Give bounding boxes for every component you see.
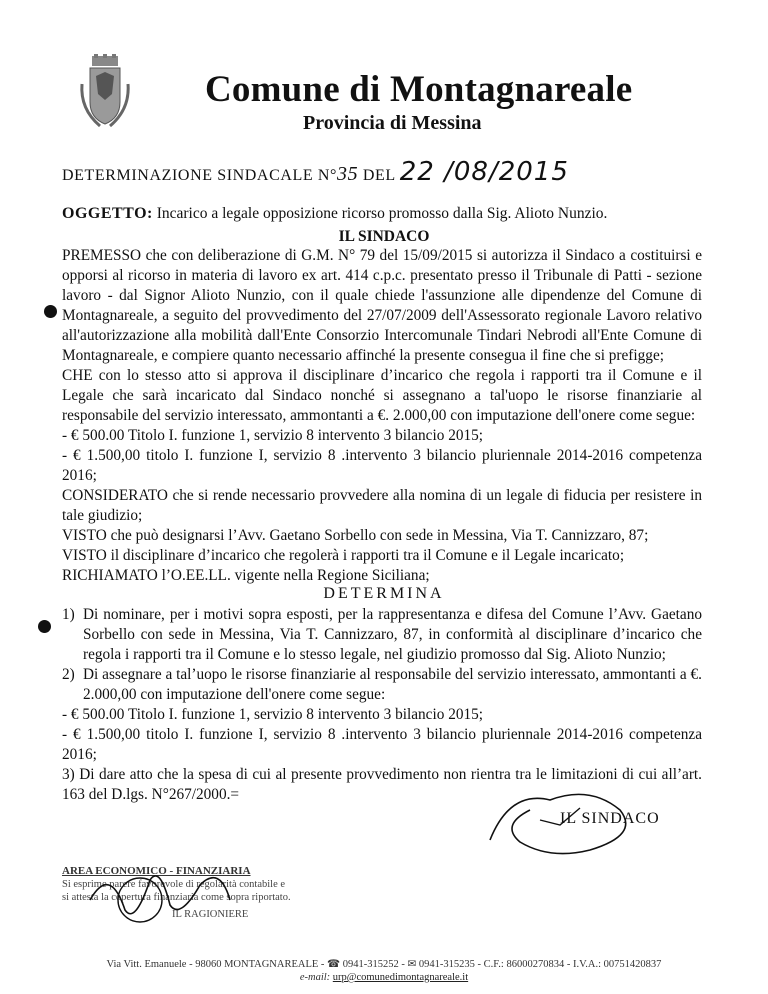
footer-address: Via Vitt. Emanuele - 98060 MONTAGNAREALE - ☎ 0941-315252 - ✉ 0941-315235 - C.F.: 86000270834 - I.V.A.: 00751420837 xyxy=(106,959,662,970)
page-subtitle: Provincia di Messina xyxy=(303,112,482,134)
premise-paragraph: CONSIDERATO che si rende necessario provvedere alla nomina di un legale di fiducia per resistere in tale giudizio; xyxy=(62,487,702,524)
premise-paragraph: RICHIAMATO l’O.EE.LL. vigente nella Regione Siciliana; xyxy=(62,567,430,584)
ragioniere-signature-icon xyxy=(80,860,250,930)
page-title: Comune di Montagnareale xyxy=(205,69,633,110)
decision-text: 3) Di dare atto che la spesa di cui al presente provvedimento non rientra tra le limitazioni di cui all’art. 163 del D.lgs. N°267/2000.= xyxy=(62,766,702,803)
decision-text: Di assegnare a tal’uopo le risorse finanziarie al responsabile del servizio interessato, ammontanti a €. 2.000,00 con imputazione dell'onere come segue: xyxy=(83,666,702,703)
sindaco-signature-label: IL SINDACO xyxy=(560,810,660,827)
punch-hole-icon xyxy=(44,305,57,318)
subject-label: OGGETTO: xyxy=(62,205,153,222)
determination-line xyxy=(62,157,569,187)
decisions-list xyxy=(62,605,702,805)
determination-del: DEL xyxy=(362,167,396,184)
footer-email-link[interactable]: urp@comunedimontagnareale.it xyxy=(332,972,469,983)
subject-text: Incarico a legale opposizione ricorso promosso dalla Sig. Alioto Nunzio. xyxy=(156,205,608,222)
determination-number: 35 xyxy=(337,163,359,185)
premise-paragraph: - € 1.500,00 titolo I. funzione I, servizio 8 .intervento 3 bilancio pluriennale 2014-2016 competenza 2016; xyxy=(62,447,702,484)
punch-hole-icon xyxy=(38,620,51,633)
footer-email-line xyxy=(0,972,768,983)
sindaco-signature-icon xyxy=(470,780,650,870)
decision-line: - € 1.500,00 titolo I. funzione I, servizio 8 .intervento 3 bilancio pluriennale 2014-2016 competenza 2016; xyxy=(62,726,702,763)
list-item xyxy=(62,605,702,665)
premise-paragraph: - € 500.00 Titolo I. funzione 1, servizio 8 intervento 3 bilancio 2015; xyxy=(62,427,484,444)
determination-label: DETERMINAZIONE SINDACALE N° xyxy=(62,167,338,184)
stamp-signer: IL RAGIONIERE xyxy=(172,909,249,920)
decision-line: - € 500.00 Titolo I. funzione 1, servizio 8 intervento 3 bilancio 2015; xyxy=(62,706,484,723)
determina-heading: DETERMINA xyxy=(323,585,445,602)
decision-number: 1) xyxy=(62,606,75,623)
premise-paragraph: VISTO il disciplinare d’incarico che regolerà i rapporti tra il Comune e il Legale incaricato; xyxy=(62,547,625,564)
subject-line xyxy=(62,205,607,223)
determination-date: 22 /08/2015 xyxy=(399,157,569,187)
municipal-crest-icon xyxy=(78,54,132,130)
sindaco-heading: IL SINDACO xyxy=(338,228,430,245)
premise-paragraph: VISTO che può designarsi l’Avv. Gaetano Sorbello con sede in Messina, Via T. Cannizzaro, 87; xyxy=(62,527,649,544)
list-item xyxy=(62,665,702,705)
decision-text: Di nominare, per i motivi sopra esposti, per la rappresentanza e difesa del Comune l’Avv. Gaetano Sorbello con sede in Messina, Via T. Cannizzaro, 87, in conformità al disciplinare d’incarico che regola i rapporti tra il Comune e lo stesso legale, nel giudizio promosso dal Sig. Alioto Nunzio; xyxy=(83,606,702,663)
premise-paragraph: CHE con lo stesso atto si approva il disciplinare d’incarico che regola i rapporti tra il Comune e il Legale che sarà incaricato dal Sindaco nonché si assegnano a tal'uopo le risorse finanziarie al responsabile del servizio interessato, ammontanti a €. 2.000,00 con imputazione dell'onere come segue: xyxy=(62,367,702,424)
stamp-text: Si esprime parere favorevole di regolarità contabile e si attesta la copertura finanziaria come sopra riportato. xyxy=(62,879,291,903)
decision-number: 2) xyxy=(62,666,75,683)
footer-email-label: e-mail: xyxy=(299,972,331,983)
premise-paragraph: PREMESSO che con deliberazione di G.M. N° 79 del 15/09/2015 si autorizza il Sindaco a costituirsi e opporsi al ricorso in materia di lavoro ex art. 414 c.p.c. presentato presso il Tribunale di Patti - sezione lavoro - dal Signor Alioto Nunzio, con il quale chiede l'assunzione alle dipendenze del Comune di Montagnareale, a seguito del provvedimento del 27/07/2009 dell'Assessorato regionale Lavoro relativo all'autorizzazione alla mobilità dall'Ente Consorzio Intercomunale Tindari Nebrodi all'Ente Comune di Montagnareale, e compiere quanto necessario affinché la presente consegua il fine che si prefigge; xyxy=(62,247,702,364)
stamp-heading: AREA ECONOMICO - FINANZIARIA xyxy=(62,865,251,877)
premises-block xyxy=(62,246,702,586)
